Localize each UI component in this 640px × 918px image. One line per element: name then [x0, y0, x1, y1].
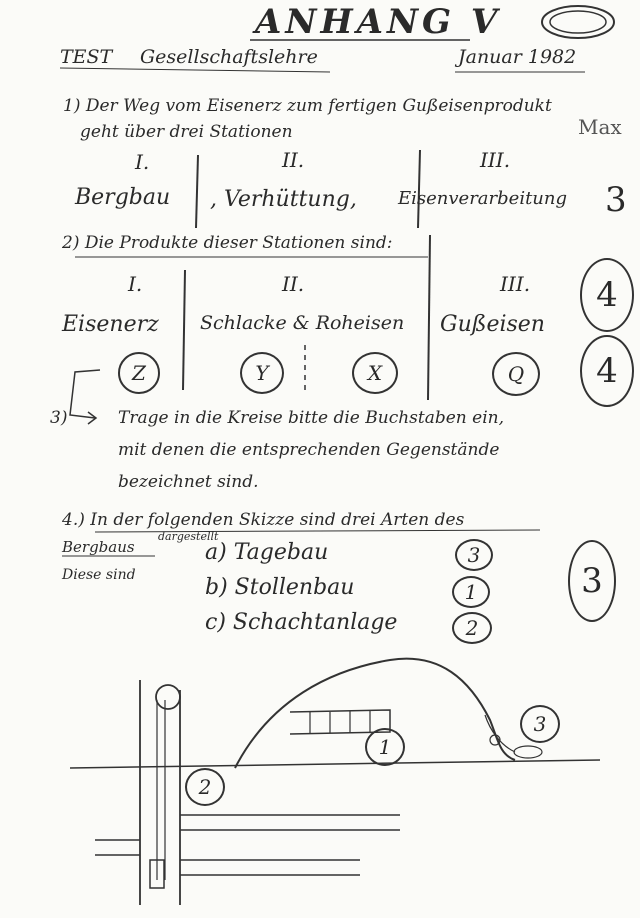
q4-line1: 4.) In der folgenden Skizze sind drei Arten des: [62, 510, 465, 530]
q3-line2: mit denen die entsprechenden Gegenstände: [118, 440, 500, 460]
q1-station-roman: II.: [282, 148, 305, 172]
q2-roman: II.: [282, 272, 305, 296]
q2-product: Gußeisen: [440, 312, 545, 337]
q1-station-roman: III.: [480, 148, 511, 172]
q4-score-circle: 3: [568, 540, 616, 622]
q2-roman: III.: [500, 272, 531, 296]
sketch-label-stollen: 1: [365, 728, 405, 766]
date-label: Januar 1982: [458, 46, 577, 68]
q4-line2a: Bergbaus: [62, 538, 135, 556]
q4-item: c) Schachtanlage: [205, 610, 398, 635]
max-label: Max: [578, 115, 622, 139]
q4-answer-circle: 1: [452, 576, 490, 608]
q4-answer-circle: 3: [455, 539, 493, 571]
q3-line1: Trage in die Kreise bitte die Buchstaben ein,: [118, 408, 505, 428]
q4-item: a) Tagebau: [205, 540, 329, 565]
q1-line2: geht über drei Stationen: [80, 122, 293, 142]
answer-circle-q: Q: [492, 352, 540, 396]
q2-line: 2) Die Produkte dieser Stationen sind:: [62, 233, 393, 253]
q1-line1: 1) Der Weg vom Eisenerz zum fertigen Gußeisenprodukt: [63, 96, 552, 116]
subject-label: Gesellschaftslehre: [140, 46, 318, 68]
sketch-label-tagebau: 3: [520, 705, 560, 743]
answer-circle-x: X: [352, 352, 398, 394]
q2-score-circle: 4: [580, 335, 634, 407]
q3-number: 3): [50, 408, 68, 428]
test-label: TEST: [60, 46, 113, 68]
page-title: ANHANG V: [255, 2, 502, 42]
q1-station-roman: I.: [135, 150, 150, 174]
q2-roman: I.: [128, 272, 143, 296]
q1-station-name: , Verhüttung,: [210, 187, 357, 212]
answer-circle-z: Z: [118, 352, 160, 394]
q4-line3: Diese sind: [62, 567, 136, 583]
q3-line3: bezeichnet sind.: [118, 472, 259, 492]
q2-product: Schlacke & Roheisen: [200, 312, 405, 334]
q4-answer-circle: 2: [452, 612, 492, 644]
q2-score-circle: 4: [580, 258, 634, 332]
q1-station-name: Bergbau: [75, 185, 171, 210]
q1-station-name: Eisenverarbeitung: [398, 188, 568, 209]
q2-product: Eisenerz: [62, 312, 159, 337]
q4-item: b) Stollenbau: [205, 575, 355, 600]
q1-score: 3: [605, 180, 627, 220]
sketch-label-schacht: 2: [185, 768, 225, 806]
answer-circle-y: Y: [240, 352, 284, 394]
q4-line2b: dargestellt: [158, 530, 219, 543]
